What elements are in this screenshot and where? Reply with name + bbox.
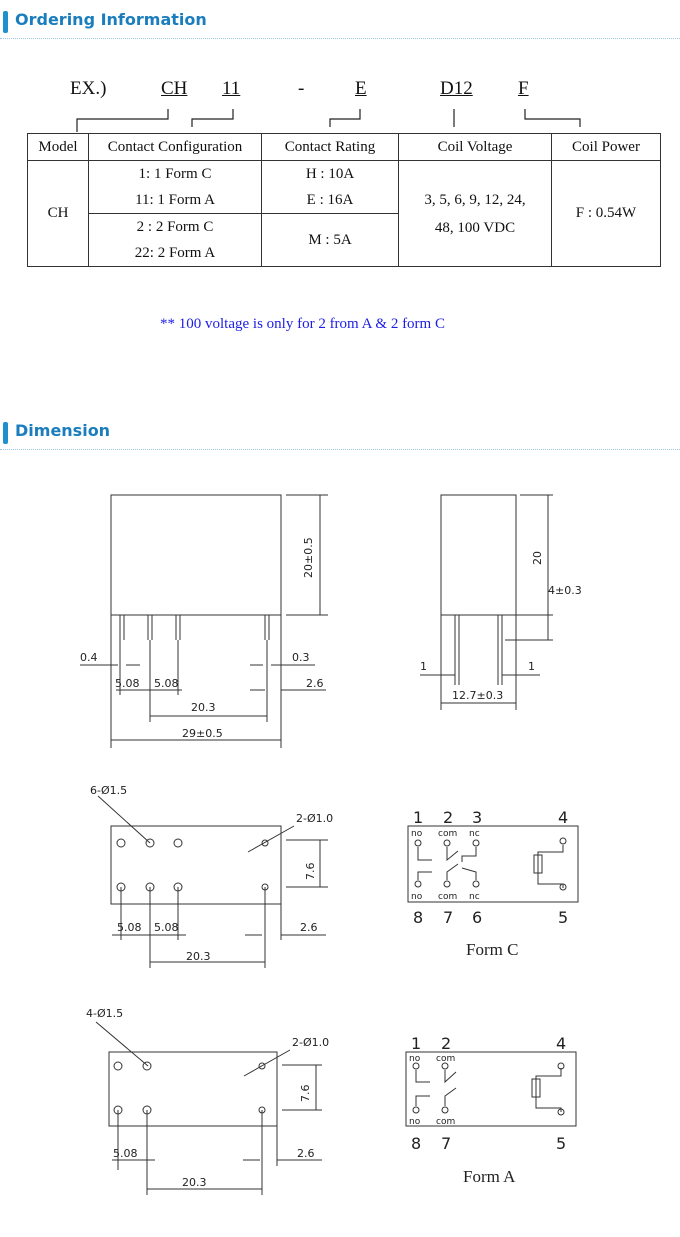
order-code-contact: 11 xyxy=(222,78,241,99)
voltage-note: ** 100 voltage is only for 2 from A & 2 form C xyxy=(160,316,445,332)
pcb-layout-form-c xyxy=(98,796,328,968)
cell-model: CH xyxy=(28,161,89,267)
pin-number: 7 xyxy=(443,908,454,927)
pin-tag: nc xyxy=(469,829,480,839)
dim-length: 29±0.5 xyxy=(182,727,223,740)
dim-pin-pitch: 5.08 xyxy=(113,1147,138,1160)
pin-number: 3 xyxy=(472,808,483,827)
dim-edge: 2.6 xyxy=(300,921,318,934)
cell-rating: H : 10A xyxy=(262,161,399,188)
pin-tag: nc xyxy=(469,892,480,902)
side-view xyxy=(420,495,553,710)
pin-tag: com xyxy=(438,892,458,902)
header-coil-power: Coil Power xyxy=(552,134,661,161)
pin-number: 7 xyxy=(441,1134,452,1153)
section-title-ordering: Ordering Information xyxy=(15,10,207,29)
header-contact-config: Contact Configuration xyxy=(89,134,262,161)
pin-number: 1 xyxy=(411,1034,422,1053)
dim-edge: 2.6 xyxy=(306,677,324,690)
pin-number: 6 xyxy=(472,908,483,927)
dim-side-gap: 1 xyxy=(528,660,535,673)
pin-number: 8 xyxy=(413,908,424,927)
dim-height-side: 20 xyxy=(531,551,544,565)
pin-tag: no xyxy=(411,829,423,839)
pin-number: 1 xyxy=(413,808,424,827)
dim-pin-pitch: 5.08 xyxy=(115,677,140,690)
voltage-line: 48, 100 VDC xyxy=(434,219,516,236)
order-code-voltage: D12 xyxy=(440,78,473,99)
dim-pin-length: 4±0.3 xyxy=(548,584,582,597)
dim-row-gap: 7.6 xyxy=(304,862,317,880)
pin-number: 5 xyxy=(558,908,569,927)
pcb-layout-form-a xyxy=(96,1022,322,1195)
dim-pin-thickness: 0.3 xyxy=(292,651,310,664)
dim-span: 20.3 xyxy=(186,950,211,963)
cell-rating: E : 16A xyxy=(262,187,399,214)
pin-tag: no xyxy=(411,892,423,902)
dim-holes-big: 6-Ø1.5 xyxy=(90,784,128,797)
order-code-power: F xyxy=(518,78,529,99)
dim-side-gap: 1 xyxy=(420,660,427,673)
schematic-caption: Form C xyxy=(466,940,519,959)
cell-config: 1: 1 Form C xyxy=(89,161,262,188)
pin-tag: com xyxy=(438,829,458,839)
dim-span: 20.3 xyxy=(191,701,216,714)
section-title-dimension: Dimension xyxy=(15,421,111,440)
schematic-caption: Form A xyxy=(463,1167,516,1186)
order-code-rating: E xyxy=(355,78,367,99)
dim-pin-pitch: 5.08 xyxy=(117,921,142,934)
header-model: Model xyxy=(28,134,89,161)
dim-pin-pitch: 5.08 xyxy=(154,921,179,934)
pin-number: 2 xyxy=(443,808,454,827)
schematic-form-c xyxy=(408,826,578,902)
hole-markers xyxy=(114,838,569,1115)
pin-number: 8 xyxy=(411,1134,422,1153)
cell-config: 22: 2 Form A xyxy=(89,240,262,267)
header-coil-voltage: Coil Voltage xyxy=(399,134,552,161)
dim-height-front: 20±0.5 xyxy=(302,537,315,578)
dim-holes-small: 2-Ø1.0 xyxy=(292,1036,330,1049)
pin-tag: com xyxy=(436,1117,456,1127)
dim-holes-big: 4-Ø1.5 xyxy=(86,1007,124,1020)
pin-tag: no xyxy=(409,1054,421,1064)
pin-number: 4 xyxy=(558,808,569,827)
order-code-prefix: EX.) xyxy=(70,78,107,99)
voltage-line: 3, 5, 6, 9, 12, 24, xyxy=(424,191,526,208)
dim-span: 20.3 xyxy=(182,1176,207,1189)
order-code-dash: - xyxy=(298,78,305,99)
schematic-form-a xyxy=(406,1052,576,1126)
cell-config: 11: 1 Form A xyxy=(89,187,262,214)
cell-config: 2 : 2 Form C xyxy=(89,214,262,241)
pin-tag: com xyxy=(436,1054,456,1064)
dim-width: 12.7±0.3 xyxy=(452,689,504,702)
dim-row-gap: 7.6 xyxy=(299,1084,312,1102)
pin-tag: no xyxy=(409,1117,421,1127)
dim-pin-width: 0.4 xyxy=(80,651,98,664)
cell-rating: M : 5A xyxy=(262,214,399,267)
dim-pin-pitch: 5.08 xyxy=(154,677,179,690)
dim-holes-small: 2-Ø1.0 xyxy=(296,812,334,825)
header-contact-rating: Contact Rating xyxy=(262,134,399,161)
cell-power: F : 0.54W xyxy=(552,161,661,267)
pin-number: 5 xyxy=(556,1134,567,1153)
pin-number: 2 xyxy=(441,1034,452,1053)
pin-number: 4 xyxy=(556,1034,567,1053)
dim-edge: 2.6 xyxy=(297,1147,315,1160)
order-code-model: CH xyxy=(161,78,188,99)
